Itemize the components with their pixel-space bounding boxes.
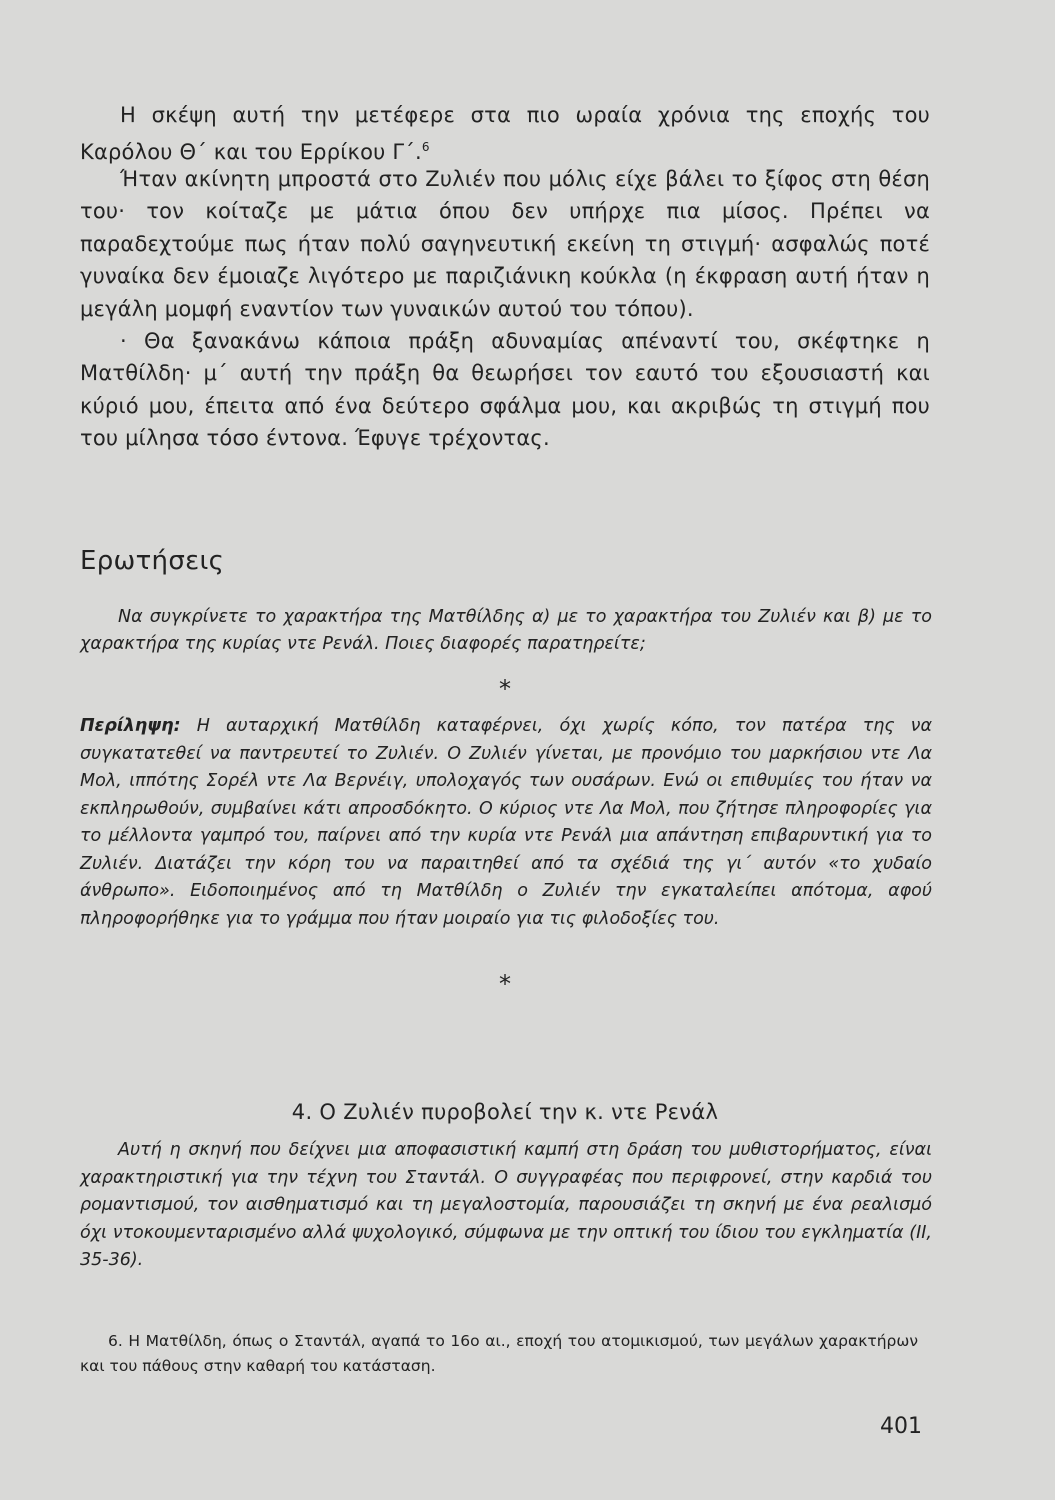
section-title: 4. Ο Ζυλιέν πυροβολεί την κ. ντε Ρενάλ bbox=[291, 1100, 719, 1124]
footnote-reference: 6 bbox=[421, 140, 430, 155]
question-text: Να συγκρίνετε το χαρακτήρα της Ματθίλδης α) με το χαρακτήρα του Ζυλιέν και β) με το χαρακτήρα της κυρίας ντε Ρενάλ. Ποιες διαφορές παρατηρείτε; bbox=[80, 607, 932, 654]
paragraph-1: Η σκέψη αυτή την μετέφερε στα πιο ωραία χρόνια της εποχής του Καρόλου Θ΄ και του Ερρίκου Γ΄.$^6$ bbox=[80, 103, 930, 165]
summary-block bbox=[80, 713, 932, 933]
summary-text: Η αυταρχική Ματθίλδη καταφέρνει, όχι χωρίς κόπο, τον πατέρα της να συγκατατεθεί να παντρευτεί το Ζυλιέν. Ο Ζυλιέν γίνεται, με προνόμιο του μαρκήσιου ντε Λα Μολ, ιππότης Σορέλ ντε Λα Βερνέιγ, υπολοχαγός των ουσάρων. Ενώ οι επιθυμίες του ήταν να εκπληρωθούν, συμβαίνει κάτι απροσδόκητο. Ο κύριος ντε Λα Μολ, που ζήτησε πληροφορίες για το μέλλοντα γαμπρό του, παίρνει από την κυρία ντε Ρενάλ μια απάντηση επιβαρυντική για το Ζυλιέν. Διατάζει την κόρη του να παραιτηθεί από τα σχέδιά της γι΄ αυτόν «το χυδαίο άνθρωπο». Ειδοποιημένος από τη Ματθίλδη ο Ζυλιέν την εγκαταλείπει απότομα, αφού πληροφορήθηκε για το γράμμα που ήταν μοιραίο για τις φιλοδοξίες του. bbox=[80, 716, 932, 929]
paragraph-2: Ήταν ακίνητη μπροστά στο Ζυλιέν που μόλις είχε βάλει το ξίφος στη θέση του· τον κοίταζε με μάτια όπου δεν υπήρχε πια μίσος. Πρέπει να παραδεχτούμε πως ήταν πολύ σαγηνευτική εκείνη τη στιγμή· ασφαλώς ποτέ γυναίκα δεν έμοιαζε λιγότερο με παριζιάνικη κούκλα (η έκφραση αυτή ήταν η μεγάλη μομφή εναντίον των γυναικών αυτού του τόπου). bbox=[80, 167, 930, 321]
page-number: 401 bbox=[880, 1414, 922, 1439]
separator-asterisk-1: * bbox=[499, 675, 511, 703]
summary-label: Περίληψη: bbox=[80, 716, 181, 736]
section-intro: Αυτή η σκηνή που δείχνει μια αποφασιστική καμπή στη δράση του μυθιστορήματος, είναι χαρακτηριστική για την τέχνη του Σταντάλ. Ο συγγραφέας που περιφρονεί, στην καρδιά του ρομαντισμού, τον αισθηματισμό και τη μεγαλοστομία, παρουσιάζει τη σκηνή με ένα ρεαλισμό όχι ντοκουμενταρισμένο αλλά ψυχολογικό, σύμφωνα με την οπτική του ίδιου του εγκληματία (II, 35-36). bbox=[80, 1140, 932, 1270]
separator-asterisk-2: * bbox=[499, 970, 511, 998]
questions-heading: Ερωτήσεις bbox=[80, 546, 225, 576]
paragraph-3: · Θα ξανακάνω κάποια πράξη αδυναμίας απέναντί του, σκέφτηκε η Ματθίλδη· μ΄ αυτή την πράξη θα θεωρήσει τον εαυτό του εξουσιαστή και κύριό μου, έπειτα από ένα δεύτερο σφάλμα μου, και ακριβώς τη στιγμή που του μίλησα τόσο έντονα. Έφυγε τρέχοντας. bbox=[80, 329, 930, 451]
footnote: 6. Η Ματθίλδη, όπως ο Σταντάλ, αγαπά το 16ο αι., εποχή του ατομικισμού, των μεγάλων χαρακτήρων και του πάθους στην καθαρή του κατάσταση. bbox=[80, 1332, 918, 1375]
